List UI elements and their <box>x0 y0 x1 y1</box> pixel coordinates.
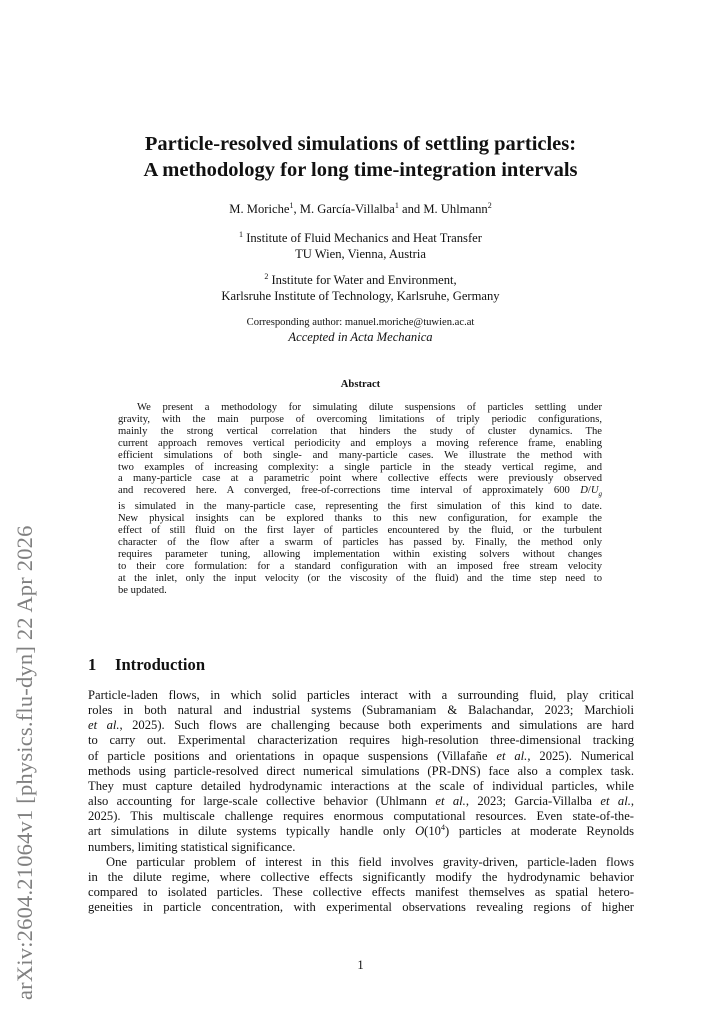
arxiv-identifier-stamp: arXiv:2604.21064v1 [physics.flu-dyn] 22 Apr 2026 <box>12 525 37 1000</box>
affiliation-2-line-2: Karlsruhe Institute of Technology, Karlsruhe, Germany <box>221 288 500 303</box>
abstract-line: current approach removes vertical periodicity and employs a moving reference frame, enabling <box>118 437 602 449</box>
paragraph-line: of particle positions and orientations in opaque suspensions (Villafañe et al., 2025). Numerical <box>88 748 635 763</box>
abstract-heading: Abstract <box>340 379 381 390</box>
paragraph-line: in the dilute regime, where collective effects significantly modify the hydrodynamic behavior <box>88 869 634 884</box>
paragraph-line: They must capture detailed hydrodynamic interactions at the scale of individual particles, while <box>88 778 634 793</box>
paragraph-line: compared to isolated particles. These collective effects manifest themselves as spatial hetero- <box>88 885 634 900</box>
abstract-line: to their core formulation: for a standard configuration with an imposed free stream velocity <box>118 560 602 572</box>
correspondence-block <box>0 315 721 345</box>
paragraph-line: numbers, limiting statistical significance. <box>88 839 296 854</box>
abstract-line: efficient simulations of both single- and many-particle cases. We illustrate the method with <box>118 449 602 461</box>
abstract-line: New physical insights can be explored thanks to this new configuration, for example the <box>118 513 602 525</box>
paragraph-line: Particle-laden flows, in which solid particles interact with a surrounding fluid, play critical <box>88 688 634 702</box>
abstract-line: at the inlet, only the input velocity (or the viscosity of the fluid) and the time step need to <box>118 572 602 584</box>
author-2: M. García-Villalba <box>299 202 395 216</box>
paragraph-line: to carry out. Experimental characterization requires high-resolution three-dimensional tracking <box>88 733 634 748</box>
paragraph-line: geneities in particle concentration, with experimental observations revealing regions of higher <box>88 900 634 915</box>
paragraph-line: One particular problem of interest in this field involves gravity-driven, particle-laden flows <box>106 854 634 869</box>
author-1: M. Moriche <box>229 202 290 216</box>
author-2-affiliation-mark: 1 <box>394 200 399 210</box>
acceptance-note: Accepted in Acta Mechanica <box>288 330 433 344</box>
abstract-line: We present a methodology for simulating dilute suspensions of particles settling under <box>137 402 602 413</box>
paper-title <box>0 131 721 183</box>
abstract-line: be updated. <box>118 584 167 596</box>
affiliation-2-mark: 2 <box>264 271 269 281</box>
author-separator: , <box>293 202 300 216</box>
abstract-line: is simulated in the many-particle case, representing the first simulation of this kind to date. <box>118 501 602 513</box>
affiliation-1 <box>0 231 721 262</box>
affiliation-2 <box>0 273 721 304</box>
affiliation-1-line-1: Institute of Fluid Mechanics and Heat Transfer <box>243 231 482 245</box>
abstract-line: character of the flow after a swarm of particles has passed by. Finally, the method only <box>118 537 602 549</box>
affiliation-1-mark: 1 <box>239 229 244 239</box>
author-1-affiliation-mark: 1 <box>289 200 294 210</box>
author-separator: and <box>398 202 424 216</box>
affiliation-1-line-2: TU Wien, Vienna, Austria <box>295 246 426 261</box>
paragraph-line: methods using particle-resolved direct numerical simulations (PR-DNS) face also a complex task. <box>88 763 634 778</box>
section-title: Introduction <box>115 655 206 674</box>
abstract-line: a many-particle case at a parametric point where collective effects were previously observed <box>118 473 602 485</box>
title-line-2: A methodology for long time-integration intervals <box>143 159 578 181</box>
paragraph-line: also accounting for large-scale collective behavior (Uhlmann et al., 2023; Garcia-Villalba et al., <box>88 794 635 809</box>
paragraph-line: 2025). This multiscale challenge requires enormous computational resources. Even state-of-the- <box>88 809 634 824</box>
author-3-affiliation-mark: 2 <box>487 200 492 210</box>
author-3: M. Uhlmann <box>423 202 488 216</box>
abstract-line: and recovered here. A converged, free-of-corrections time interval of approximately 600 $D/U_g$ <box>118 485 602 499</box>
paragraph-line: art simulations in dilute systems typically handle only $O(10^4)$ particles at moderate Reynolds <box>88 823 634 839</box>
paragraph-line: roles in both natural and industrial systems (Subramaniam & Balachandar, 2023; Marchioli <box>88 703 634 718</box>
abstract-body <box>118 402 602 597</box>
page-number: 1 <box>357 958 364 972</box>
corresponding-author: Corresponding author: manuel.moriche@tuwien.ac.at <box>246 317 475 328</box>
title-line-1: Particle-resolved simulations of settling particles: <box>144 133 577 155</box>
abstract-line: effect of still fluid on the first layer of particles encountered by the fluid, or the turbulent <box>118 525 602 537</box>
author-list <box>0 202 721 217</box>
paragraph-line: et al., 2025). Such flows are challenging because both experiments and simulations are hard <box>88 718 634 733</box>
abstract-line: requires parameter tuning, allowing implementation within existing solvers without changes <box>118 548 602 560</box>
section-number: 1 <box>88 655 97 674</box>
introduction-body <box>88 688 634 915</box>
section-heading-introduction <box>88 655 205 675</box>
abstract-line: gravity, with the main purpose of overcoming limitations of triply periodic configurations, <box>118 413 602 425</box>
abstract-line: two examples of increasing complexity: a single particle in the steady vertical regime, and <box>118 461 602 473</box>
abstract-line: mainly the strong vertical correlation that hinders the study of cluster dynamics. The <box>118 425 602 437</box>
affiliation-2-line-1: Institute for Water and Environment, <box>268 273 457 287</box>
